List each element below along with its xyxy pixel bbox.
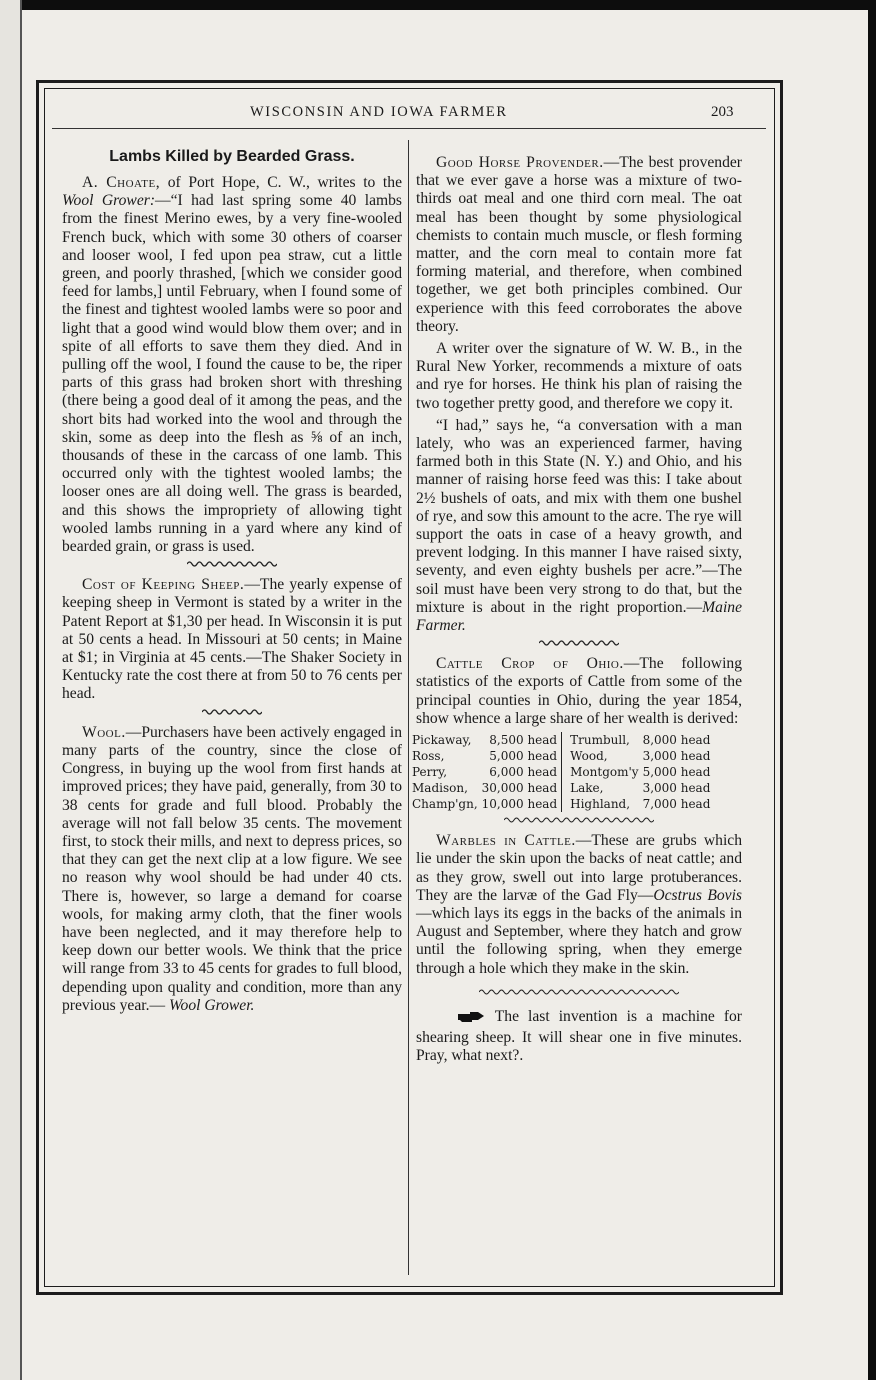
cattle-row (410, 748, 712, 764)
quote-text: “I had,” says he, “a conversation with a man lately, who was an experienced farmer, having farmed both in this State (N. Y.) and Ohio, and his manner of raising horse feed was this: I take about 2½ bushels of oats, and mix with them one bushel of rye, and sow this amount to the acre. The rye will support the oats in case of a heavy growth, and prevent lodging. In this manner I have raised sixty, seventy, and even eighty bushels per acre.”—The soil must have been very strong to do that, but the mixture is about in the right proportion.— (416, 416, 742, 616)
cattle-row (410, 732, 712, 748)
cattle-county-cell: Lake, (570, 781, 604, 796)
warbles-text-2: —which lays its eggs in the backs of the animals in August and September, where they hatch and grow until the following spring, when they emerge through a hole which they make in the skin. (416, 904, 742, 977)
cattle-count-cell: 3,000 head (642, 781, 711, 796)
page-number: 203 (711, 104, 734, 120)
cattle-county-cell: Champ'gn, (412, 797, 478, 812)
section-divider-wavy (62, 560, 402, 570)
cattle-count-cell: 30,000 head (480, 780, 562, 796)
cattle-county-cell: Ross, (412, 749, 445, 764)
cattle-count-cell: 10,000 head (480, 796, 562, 812)
previous-page-edge (0, 0, 22, 1380)
cattle-count-cell: 3,000 head (642, 749, 711, 764)
cattle-count-cell: 8,000 head (642, 733, 711, 748)
cattle-county-cell: Montgom'y (570, 765, 639, 780)
sheep-lead: Cost of Keeping Sheep. (82, 576, 245, 594)
sheep-text: —The yearly expense of keeping sheep in Vermont is stated by a writer in the Patent Report at $1,30 per head. In Wisconsin it is put at 50 cents a head. In Missouri at 50 cents; in Maine at $1; in Virginia at 45 cents.—The Shaker Society in Kentucky rate the cost there at from 50 to 76 cents per head. (62, 576, 402, 703)
wool-text: —Purchasers have been actively engaged in many parts of the country, since the close of Congress, in buying up the wool from first hands at improved prices; they have paid, generally, from 30 to 38 cents for grade and full blood. Probably the average will not fall below 35 cents. The movement first, to stock their mills, and next to depress prices, so that they can get the next clip at a low figure. We see no reason why wool should be had under 40 cts. There is, however, so large a demand for coarse wools, for making army cloth, that the finer wools have been neglected, and it may therefore help to keep down our better wools. We think that the price will range from 33 to 45 cents for grades to full blood, depending upon quality and condition, more than any previous year.— (62, 723, 402, 1014)
cattle-county-cell: Madison, (412, 781, 468, 796)
warbles-lead: Warbles in Cattle. (436, 832, 576, 850)
cattle-count-cell: 5,000 head (480, 748, 562, 764)
article-wool (62, 724, 402, 1015)
article-quote (416, 417, 742, 635)
horse-lead: Good Horse Provender. (436, 154, 604, 171)
section-divider-wavy (416, 988, 742, 998)
cattle-count-cell: 8,500 head (480, 732, 562, 748)
section-divider-wavy (62, 708, 402, 718)
lambs-lead: A. Choate, (82, 174, 161, 191)
invention-text: The last invention is a machine for shearing sheep. It will shear one in five minutes. Pray, what next?. (416, 1007, 743, 1065)
cattle-county-cell: Highland, (570, 797, 631, 812)
wool-source: Wool Grower. (168, 996, 255, 1014)
article-cattle-crop (416, 655, 742, 728)
lambs-text-2: —“I had last spring some 40 lambs from the finest Merino ewes, by a very fine-wooled French buck, which with some 30 others of coarser and looser wool, I fed upon pea straw, cut a little green, and poorly thrashed, [which we consider good feed for lambs,] until February, when I found some of the finest and tightest wooled lambs were so poor and light that a good wind would blow them over; and in spite of all efforts to save them they died. And in pulling off the wool, I found the cause to be, the riper parts of this grass had broken short with threshing (there being a good deal of it among the peas, and the short bits had worked into the wool and through the skin, some as deep into the flesh as ⅝ of an inch, thousands of these in the carcass of one lamb. This occurred only with the tightest wooled lambs; the looser ones are all doing well. The grass is bearded, and this shows the impropriety of allowing tight wooled lambs running in a yard where any kind of bearded grain, or grass is used. (62, 192, 402, 556)
pointing-hand-icon (436, 1010, 486, 1029)
cattle-row (410, 796, 712, 812)
horse-text: —The best provender that we ever gave a horse was a mixture of two-thirds oat meal and one third corn meal. The oat meal has been thought by some physiological chemists to contain much muscle, or flesh forming matter, and the corn meal to contain more fat forming material, and therefore, when combined together, we get both principles combined. Our experience with this feed corroborates the above theory. (416, 154, 743, 335)
left-column (62, 140, 402, 1015)
article-horse-provender (416, 154, 742, 336)
warbles-text-1: —These are grubs which lie under the skin upon the backs of neat cattle; and as they grow, swell out into large protuberances. They are the larvæ of the Gad Fly— (416, 832, 742, 904)
lambs-text-1: of Port Hope, C. W., writes to the (160, 174, 402, 191)
section-divider-wavy (416, 639, 742, 649)
cattle-count-cell: 5,000 head (642, 765, 711, 780)
article-headline-lambs: Lambs Killed by Bearded Grass. (109, 148, 355, 165)
quote-source: Maine Farmer. (416, 598, 742, 635)
section-divider-wavy (416, 816, 742, 826)
warbles-species: Ocstrus Bovis (653, 886, 742, 904)
cattle-county-cell: Wood, (570, 749, 608, 764)
cattle-county-cell: Perry, (412, 765, 448, 780)
header-rule (52, 128, 766, 129)
cattle-county-cell: Trumbull, (570, 733, 630, 748)
wool-lead: Wool. (82, 723, 126, 741)
article-cost-of-sheep (62, 576, 402, 703)
cattle-count-cell: 7,000 head (642, 797, 711, 812)
lambs-source: Wool Grower: (62, 192, 156, 210)
cattle-text: —The following statistics of the exports of Cattle from some of the principal counties in Ohio, during the year 1854, show whence a large share of her wealth is derived: (416, 655, 742, 727)
right-column (412, 140, 743, 1065)
cattle-county-cell: Pickaway, (412, 733, 472, 748)
cattle-row (410, 764, 712, 780)
article-warbles (416, 832, 742, 978)
article-invention (416, 1008, 742, 1066)
running-title: WISCONSIN AND IOWA FARMER (250, 104, 508, 120)
cattle-table (410, 732, 712, 812)
article-lambs (62, 174, 402, 556)
cattle-count-cell: 6,000 head (480, 764, 562, 780)
article-writer: A writer over the signature of W. W. B., in the Rural New Yorker, recommends a mixture of oats and rye for horses. He think his plan of raising the two together pretty good, and therefore we copy it. (416, 340, 742, 412)
cattle-row (410, 780, 712, 796)
cattle-lead: Cattle Crop of Ohio. (436, 655, 624, 673)
column-divider (408, 140, 409, 1275)
